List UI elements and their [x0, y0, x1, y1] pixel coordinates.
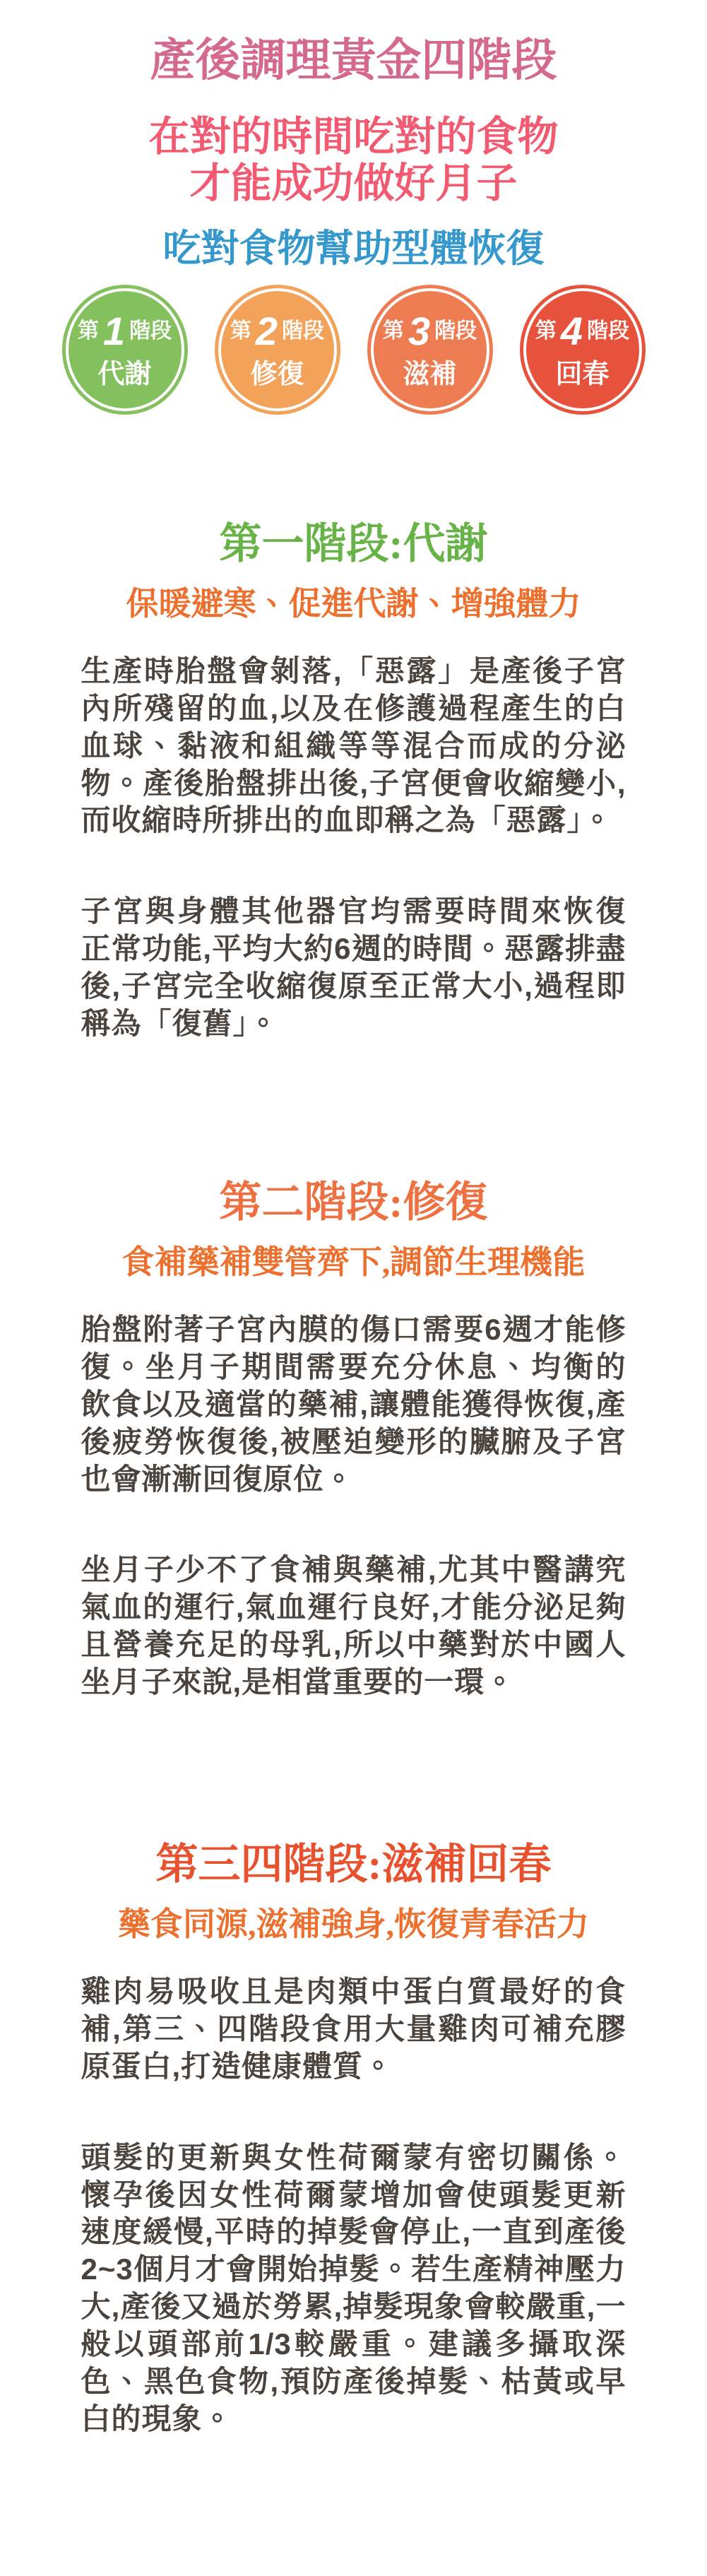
stage-number: 3 [408, 308, 431, 353]
subtitle [0, 114, 707, 208]
section-3-body [81, 1973, 626, 2438]
section-1-subheading: 保暖避寒、促進代謝、增強體力 [126, 585, 581, 622]
stage-suffix: 階段 [434, 319, 477, 343]
stage-number: 4 [560, 308, 583, 353]
section-1-paragraph-2: 子宮與身體其他器官均需要時間來恢復正常功能,平均大約6週的時間。惡露排盡後,子宮完全收縮復原至正常大小,過程即稱為「復舊」。 [81, 894, 626, 1041]
stage-badge-1-label [77, 308, 172, 353]
tagline: 吃對食物幫助型體恢復 [162, 228, 545, 271]
section-3-subheading: 藥食同源,滋補強身,恢復青春活力 [118, 1906, 589, 1943]
section-3-heading: 第三四階段:滋補回春 [155, 1841, 552, 1889]
section-2-body [81, 1311, 626, 1701]
section-2-heading: 第二階段:修復 [219, 1179, 488, 1227]
stage-badge-2-label [230, 308, 325, 353]
section-1-paragraph-1: 生產時胎盤會剝落,「惡露」是產後子宮內所殘留的血,以及在修護過程產生的白血球、黏液和組織等等混合而成的分泌物。產後胎盤排出後,子宮便會收縮變小,而收縮時所排出的血即稱之為「惡露」。 [81, 654, 626, 837]
section-3-paragraph-1: 雞肉易吸收且是肉類中蛋白質最好的食補,第三、四階段食用大量雞肉可補充膠原蛋白,打造健康體質。 [81, 1974, 626, 2083]
stage-suffix: 階段 [587, 319, 630, 343]
stage-prefix: 第 [230, 319, 251, 343]
subtitle-line-2: 才能成功做好月子 [189, 160, 518, 207]
stage-badges-row [0, 285, 707, 415]
section-2-paragraph-2: 坐月子少不了食補與藥補,尤其中醫講究氣血的運行,氣血運行良好,才能分泌足夠且營養充足的母乳,所以中藥對於中國人坐月子來說,是相當重要的一環。 [81, 1553, 626, 1699]
section-1-body [81, 653, 626, 1043]
stage-number: 2 [255, 308, 278, 353]
stage-badge-1 [62, 285, 188, 415]
stage-number: 1 [102, 308, 126, 353]
stage-name: 修復 [250, 359, 304, 389]
stage-badge-3 [367, 285, 493, 415]
section-2-paragraph-1: 胎盤附著子宮內膜的傷口需要6週才能修復。坐月子期間需要充分休息、均衡的飲食以及適當的藥補,讓體能獲得恢復,產後疲勞恢復後,被壓迫變形的臟腑及子宮也會漸漸回復原位。 [81, 1312, 626, 1496]
page-title: 產後調理黃金四階段 [150, 35, 557, 85]
stage-prefix: 第 [77, 319, 99, 343]
section-stage-3-4 [0, 1841, 707, 2438]
section-2-subheading: 食補藥補雙管齊下,調節生理機能 [121, 1244, 586, 1281]
stage-badge-4-label [535, 308, 630, 353]
stage-badge-4 [520, 285, 646, 415]
stage-suffix: 階段 [129, 319, 172, 343]
stage-suffix: 階段 [282, 319, 325, 343]
stage-name: 代謝 [97, 359, 152, 389]
stage-name: 回春 [555, 359, 610, 389]
stage-badge-3-label [382, 308, 477, 353]
stage-prefix: 第 [382, 319, 404, 343]
subtitle-line-1: 在對的時間吃對的食物 [148, 113, 559, 160]
section-stage-2 [0, 1179, 707, 1701]
stage-name: 滋補 [403, 359, 457, 389]
section-3-paragraph-2: 頭髮的更新與女性荷爾蒙有密切關係。懷孕後因女性荷爾蒙增加會使頭髮更新速度緩慢,平時的掉髮會停止,一直到產後2~3個月才會開始掉髮。若生產精神壓力大,產後又過於勞累,掉髮現象會較嚴重,一般以頭部前1/3較嚴重。建議多攝取深色、黑色食物,預防產後掉髮、枯黃或早白的現象。 [81, 2140, 626, 2436]
section-stage-1 [0, 521, 707, 1043]
stage-badge-2 [215, 285, 340, 415]
section-1-heading: 第一階段:代謝 [219, 520, 488, 567]
stage-prefix: 第 [535, 319, 557, 343]
